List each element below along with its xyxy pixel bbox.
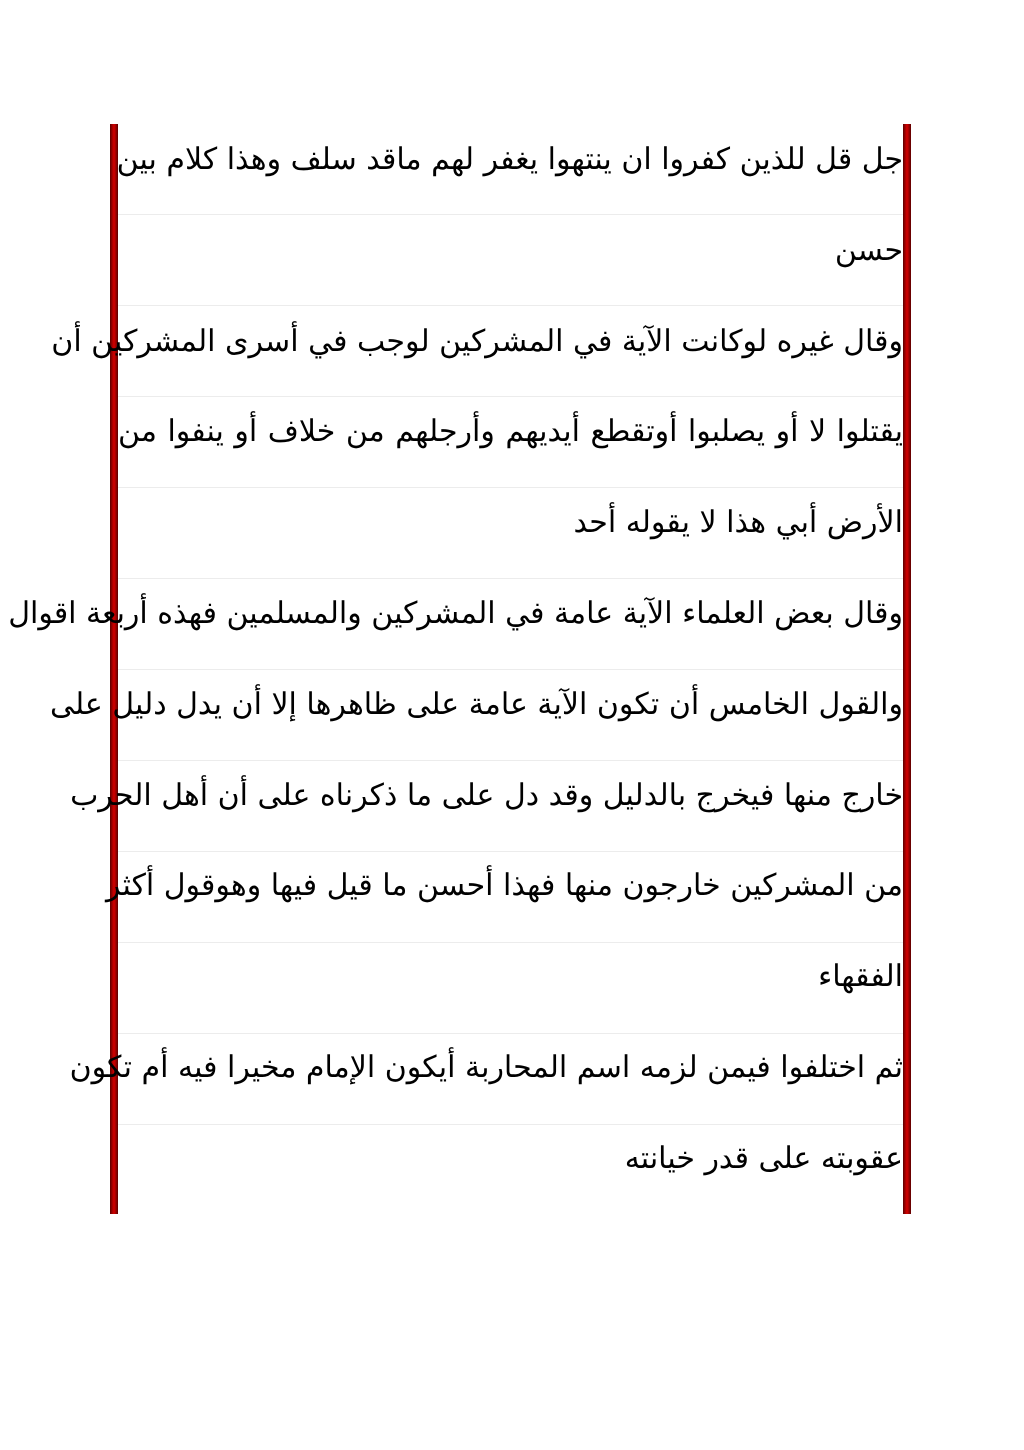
text-line: وقال غيره لوكانت الآية في المشركين لوجب في أسرى المشركين أن xyxy=(51,323,903,359)
text-line: يقتلوا لا أو يصلبوا أوتقطع أيديهم وأرجلهم من خلاف أو ينفوا من xyxy=(118,414,903,450)
text-line: الأرض أبي هذا لا يقوله أحد xyxy=(573,505,903,541)
text-line: خارج منها فيخرج بالدليل وقد دل على ما ذكرناه على أن أهل الحرب xyxy=(70,777,903,813)
text-line: وقال بعض العلماء الآية عامة في المشركين والمسلمين فهذه أربعة اقوال xyxy=(8,595,903,631)
text-line: عقوبته على قدر خيانته xyxy=(624,1140,903,1176)
text-line: الفقهاء xyxy=(818,959,903,995)
text-line: والقول الخامس أن تكون الآية عامة على ظاهرها إلا أن يدل دليل على xyxy=(49,686,903,722)
text-line: ثم اختلفوا فيمن لزمه اسم المحاربة أيكون الإمام مخيرا فيه أم تكون xyxy=(69,1049,903,1085)
body-text xyxy=(8,124,903,1214)
text-line: جل قل للذين كفروا ان ينتهوا يغفر لهم ماقد سلف وهذا كلام بين xyxy=(116,142,903,177)
text-line: حسن xyxy=(834,232,903,268)
right-page-border xyxy=(903,124,911,1214)
text-line: من المشركين خارجون منها فهذا أحسن ما قيل فيها وهوقول أكثر xyxy=(106,868,903,904)
